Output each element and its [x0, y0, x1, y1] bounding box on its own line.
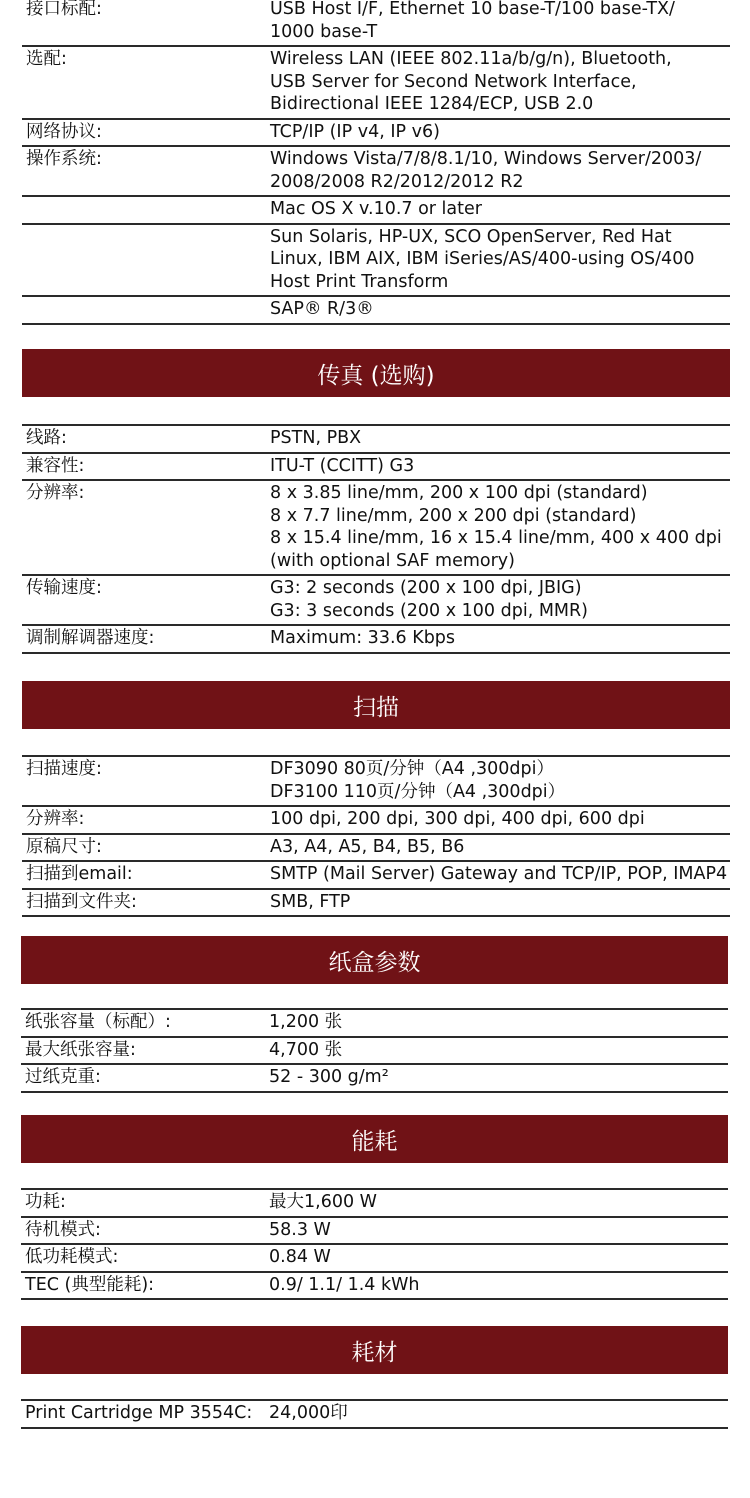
spec-row	[22, 454, 730, 482]
spec-value	[270, 0, 730, 45]
spec-value	[270, 835, 730, 861]
spec-value	[270, 297, 730, 323]
spec-value-line: 1,200 张	[269, 1012, 343, 1032]
spec-value	[270, 481, 730, 574]
spec-row	[22, 862, 730, 890]
spec-value	[269, 1218, 728, 1244]
spec-row	[22, 807, 730, 835]
spec-label: 低功耗模式:	[25, 1247, 119, 1267]
spec-row	[21, 1245, 728, 1273]
spec-row	[22, 424, 730, 454]
spec-row	[22, 47, 730, 120]
spec-value-line: 8 x 15.4 line/mm, 16 x 15.4 line/mm, 400 x 400 dpi	[270, 528, 722, 548]
spec-value	[269, 1401, 728, 1427]
spec-row	[22, 755, 730, 807]
spec-value-line: SMTP (Mail Server) Gateway and TCP/IP, POP, IMAP4	[270, 864, 728, 884]
power-spec-table	[21, 1188, 728, 1300]
spec-value-line: A3, A4, A5, B4, B5, B6	[270, 836, 465, 857]
spec-value-line: G3: 3 seconds (200 x 100 dpi, MMR)	[270, 600, 589, 621]
spec-value-line: 100 dpi, 200 dpi, 300 dpi, 400 dpi, 600 dpi	[270, 809, 645, 829]
spec-value	[270, 197, 730, 223]
spec-value-line: 0.9/ 1.1/ 1.4 kWh	[269, 1274, 420, 1295]
spec-value	[270, 120, 730, 146]
power-section-header	[21, 1115, 728, 1163]
supplies-section-header	[21, 1326, 728, 1374]
spec-label	[22, 225, 270, 296]
spec-row	[21, 1218, 728, 1246]
spec-value	[269, 1010, 728, 1036]
spec-label	[22, 297, 270, 323]
spec-value-line: SMB, FTP	[270, 891, 351, 912]
spec-value-line: Linux, IBM AIX, IBM iSeries/AS/400-using OS/400	[270, 249, 695, 269]
spec-value	[269, 1245, 728, 1271]
scan-spec-table	[22, 755, 730, 917]
spec-value-line: Windows Vista/7/8/8.1/10, Windows Server/2003/	[270, 149, 702, 169]
spec-label: 分辨率:	[26, 809, 85, 829]
spec-value-line: 1000 base-T	[270, 21, 378, 42]
spec-value-line: 最大1,600 W	[269, 1192, 377, 1212]
spec-value	[270, 862, 730, 888]
spec-label: 最大纸张容量:	[25, 1039, 136, 1060]
spec-value-line: 58.3 W	[269, 1219, 331, 1240]
spec-value-line: Maximum: 33.6 Kbps	[270, 628, 456, 648]
spec-value	[270, 626, 730, 652]
spec-row	[22, 225, 730, 298]
spec-label: 待机模式:	[25, 1219, 101, 1240]
spec-label: 接口标配:	[26, 0, 102, 19]
spec-row	[22, 626, 730, 654]
spec-value	[270, 47, 730, 118]
network-spec-table	[22, 0, 730, 325]
tray-section-title: 纸盒参数	[328, 949, 421, 976]
tray-spec-table	[21, 1008, 728, 1093]
spec-label: 操作系统:	[26, 149, 102, 169]
spec-row	[22, 481, 730, 576]
spec-value-line: Host Print Transform	[270, 271, 449, 292]
spec-value	[270, 147, 730, 195]
spec-label: 网络协议:	[26, 121, 102, 142]
spec-value	[270, 757, 730, 805]
spec-value-line: 2008/2008 R2/2012/2012 R2	[270, 171, 524, 192]
spec-label: 扫描速度:	[26, 759, 102, 779]
fax-spec-table	[22, 424, 730, 654]
spec-value-line: 24,000印	[269, 1403, 348, 1423]
fax-section-header	[22, 349, 730, 397]
power-section-title: 能耗	[351, 1128, 398, 1155]
spec-label: 纸张容量（标配）:	[25, 1012, 171, 1032]
spec-value	[269, 1190, 728, 1216]
scan-section-header	[22, 681, 730, 729]
spec-value-line: 4,700 张	[269, 1039, 343, 1060]
spec-row	[21, 1065, 728, 1093]
spec-label: 功耗:	[25, 1192, 66, 1212]
spec-value	[270, 576, 730, 624]
spec-row	[22, 890, 730, 918]
spec-label	[22, 197, 270, 223]
spec-value-line: DF3100 110页/分钟（A4 ,300dpi）	[270, 781, 566, 802]
spec-value-line: USB Server for Second Network Interface,	[270, 71, 637, 92]
spec-value-line: (with optional SAF memory)	[270, 550, 515, 571]
spec-row	[22, 197, 730, 225]
scan-section-title: 扫描	[353, 694, 399, 721]
spec-label: 选配:	[26, 49, 67, 69]
spec-value-line: DF3090 80页/分钟（A4 ,300dpi）	[270, 759, 555, 779]
spec-label: 线路:	[26, 428, 67, 448]
spec-value-line: Mac OS X v.10.7 or later	[270, 199, 482, 219]
spec-value	[270, 454, 730, 480]
spec-value-line: 52 - 300 g/m²	[269, 1067, 389, 1087]
spec-label: 扫描到文件夹:	[26, 891, 137, 912]
spec-value	[269, 1273, 728, 1299]
supplies-spec-table	[21, 1399, 728, 1429]
fax-section-title: 传真 (选购)	[317, 362, 435, 389]
spec-row	[21, 1188, 728, 1218]
spec-label: 兼容性:	[26, 455, 85, 476]
supplies-section-title: 耗材	[351, 1339, 398, 1366]
spec-label: Print Cartridge MP 3554C:	[25, 1403, 253, 1423]
spec-value-line: Wireless LAN (IEEE 802.11a/b/g/n), Bluetooth,	[270, 49, 672, 69]
spec-row	[21, 1273, 728, 1301]
spec-value-line: G3: 2 seconds (200 x 100 dpi, JBIG)	[270, 578, 582, 598]
spec-row	[22, 0, 730, 47]
spec-value-line: 0.84 W	[269, 1247, 331, 1267]
spec-row	[22, 576, 730, 626]
spec-value	[269, 1065, 728, 1091]
tray-section-header	[21, 936, 728, 984]
spec-row	[22, 120, 730, 148]
spec-value	[270, 225, 730, 296]
spec-label: 调制解调器速度:	[26, 628, 155, 648]
spec-value-line: 8 x 3.85 line/mm, 200 x 100 dpi (standard)	[270, 483, 648, 503]
spec-value-line: ITU-T (CCITT) G3	[270, 455, 415, 476]
spec-value	[270, 890, 730, 916]
spec-row	[22, 297, 730, 325]
spec-value-line: USB Host I/F, Ethernet 10 base-T/100 base-TX/	[270, 0, 675, 19]
spec-value-line: TCP/IP (IP v4, IP v6)	[270, 121, 440, 142]
spec-value	[269, 1038, 728, 1064]
spec-value-line: Sun Solaris, HP-UX, SCO OpenServer, Red Hat	[270, 226, 672, 247]
spec-row	[21, 1008, 728, 1038]
spec-label: 分辨率:	[26, 483, 85, 503]
spec-value	[270, 807, 730, 833]
spec-value	[270, 426, 730, 452]
spec-value-line: Bidirectional IEEE 1284/ECP, USB 2.0	[270, 94, 594, 114]
spec-row	[22, 147, 730, 197]
spec-value-line: 8 x 7.7 line/mm, 200 x 200 dpi (standard)	[270, 505, 637, 526]
spec-label: TEC (典型能耗):	[25, 1274, 155, 1295]
spec-row	[22, 835, 730, 863]
spec-value-line: SAP® R/3®	[270, 299, 374, 319]
spec-row	[21, 1038, 728, 1066]
spec-row	[21, 1399, 728, 1429]
spec-label: 过纸克重:	[25, 1067, 101, 1087]
spec-label: 原稿尺寸:	[26, 836, 102, 857]
spec-label: 扫描到email:	[26, 864, 133, 884]
spec-label: 传输速度:	[26, 578, 102, 598]
spec-value-line: PSTN, PBX	[270, 428, 362, 448]
